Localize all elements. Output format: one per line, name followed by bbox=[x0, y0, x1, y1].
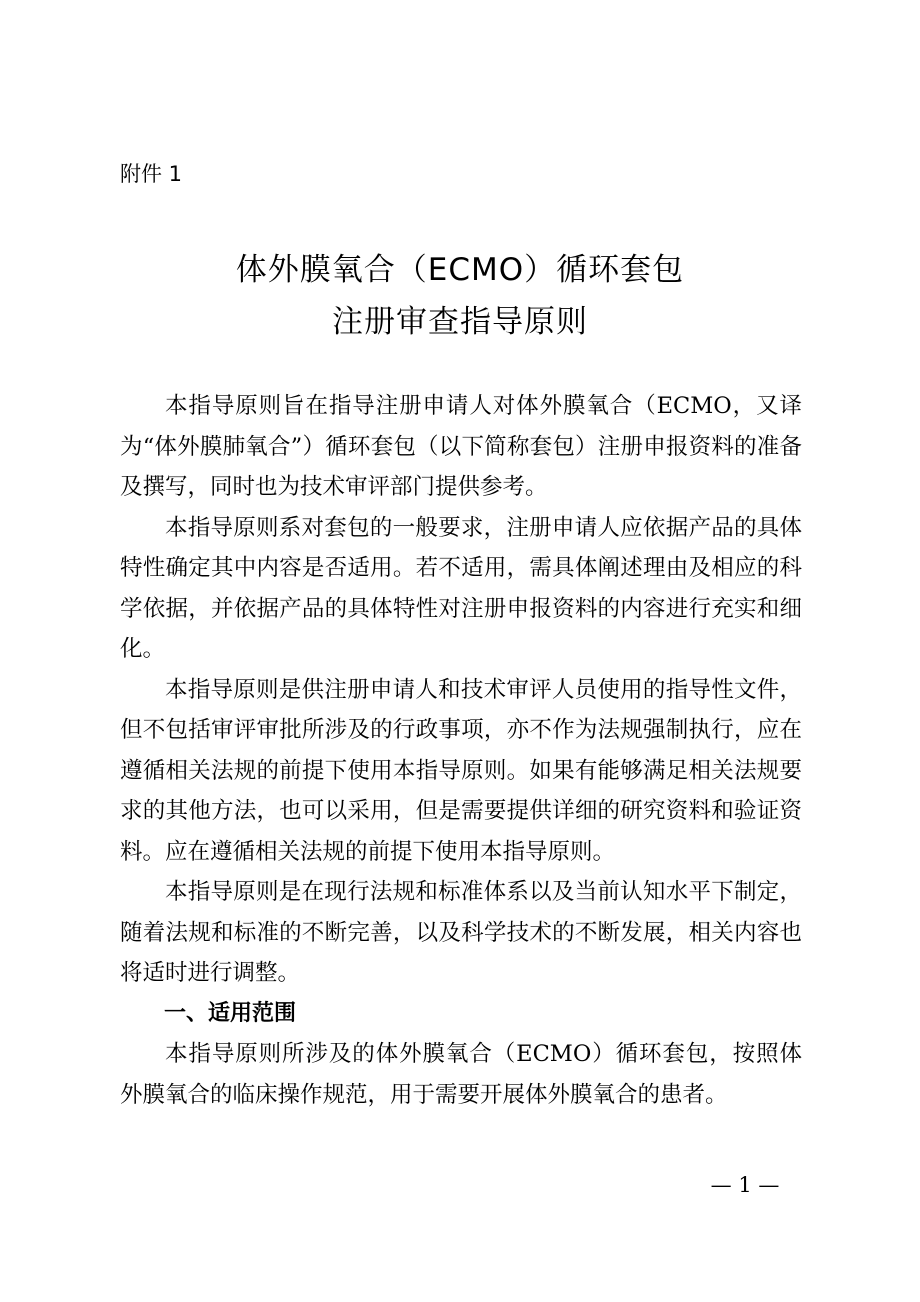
document-body bbox=[120, 386, 802, 1115]
attachment-label: 附件 1 bbox=[120, 162, 183, 186]
intro-paragraph-1: 本指导原则旨在指导注册申请人对体外膜氧合（ECMO，又译为“体外膜肺氧合”）循环套包（以下简称套包）注册申报资料的准备及撰写，同时也为技术审评部门提供参考。 bbox=[120, 393, 802, 500]
intro-paragraph-4: 本指导原则是在现行法规和标准体系以及当前认知水平下制定，随着法规和标准的不断完善，以及科学技术的不断发展，相关内容也将适时进行调整。 bbox=[120, 879, 802, 986]
page-number: — 1 — bbox=[710, 1173, 780, 1197]
intro-paragraph-2: 本指导原则系对套包的一般要求，注册申请人应依据产品的具体特性确定其中内容是否适用。若不适用，需具体阐述理由及相应的科学依据，并依据产品的具体特性对注册申报资料的内容进行充实和细化。 bbox=[120, 514, 802, 662]
title-line-1: 体外膜氧合（ECMO）循环套包 bbox=[235, 252, 685, 288]
intro-paragraph-3: 本指导原则是供注册申请人和技术审评人员使用的指导性文件，但不包括审评审批所涉及的行政事项，亦不作为法规强制执行，应在遵循相关法规的前提下使用本指导原则。如果有能够满足相关法规要求的其他方法，也可以采用，但是需要提供详细的研究资料和验证资料。应在遵循相关法规的前提下使用本指导原则。 bbox=[120, 676, 802, 865]
title-line-2: 注册审查指导原则 bbox=[332, 304, 588, 340]
scope-paragraph: 本指导原则所涉及的体外膜氧合（ECMO）循环套包，按照体外膜氧合的临床操作规范，用于需要开展体外膜氧合的患者。 bbox=[120, 1041, 802, 1108]
section-heading-scope: 一、适用范围 bbox=[164, 1000, 297, 1026]
document-title bbox=[0, 244, 920, 348]
